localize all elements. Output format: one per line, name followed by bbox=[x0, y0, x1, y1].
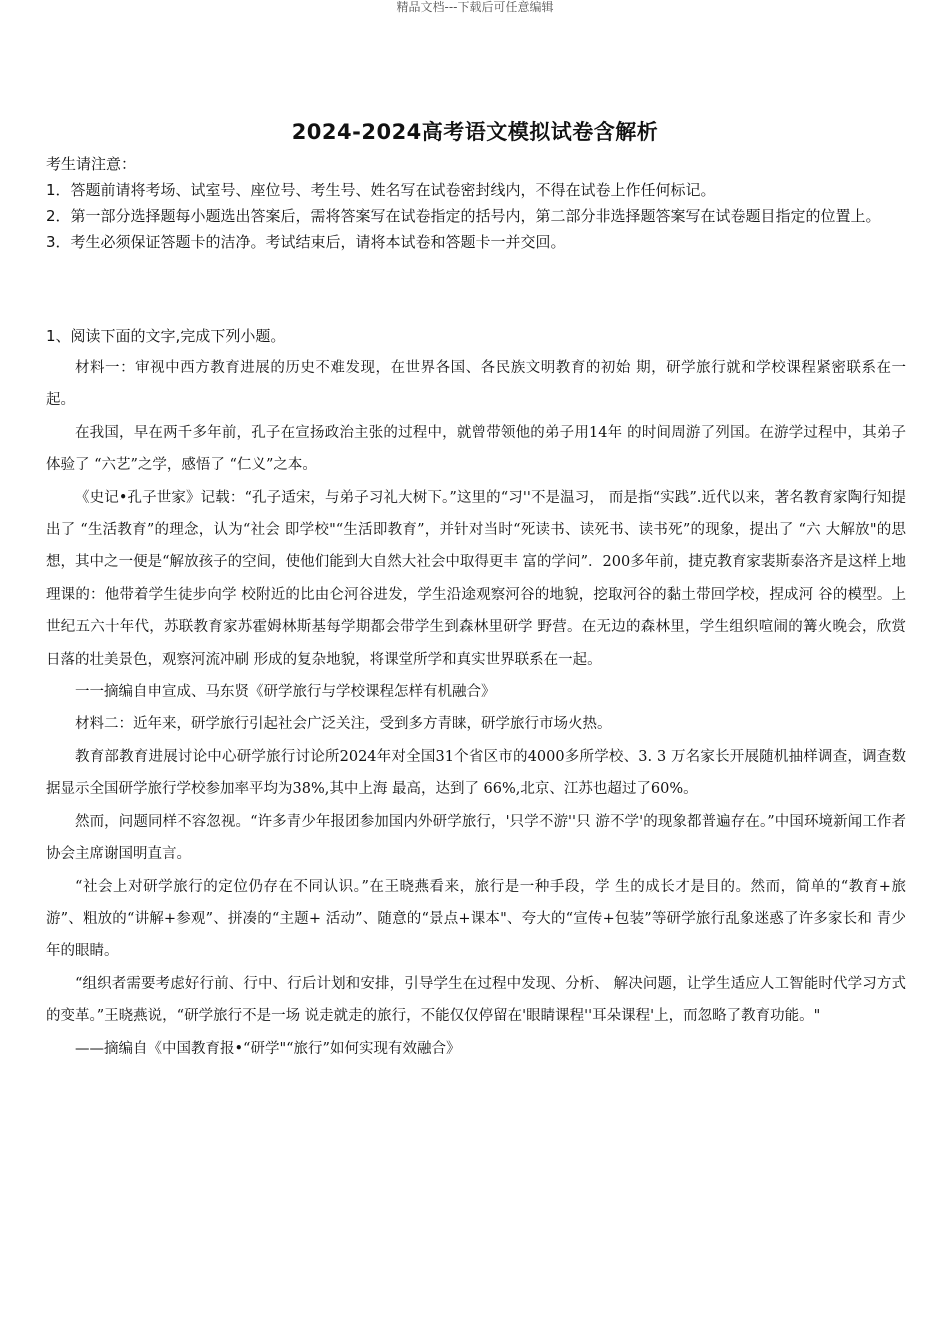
passage-paragraph: “组织者需要考虑好行前、行中、行后计划和安排，引导学生在过程中发现、分析、 解决问题，让学生适应人工智能时代学习方式的变革。”王晓燕说，“研学旅行不是一场 说走就走的旅行，不能仅仅停留在'眼睛课程''耳朵课程'上，而忽略了教育功能。" bbox=[46, 975, 906, 1025]
passage-paragraph: 然而，问题同样不容忽视。“许多青少年报团参加国内外研学旅行，'只学不游''只 游不学'的现象都普遍存在。”中国环境新闻工作者协会主席谢国明直言。 bbox=[46, 813, 906, 863]
passage-source: ——摘编自《中国教育报•“研学"“旅行”如何实现有效融合》 bbox=[75, 1040, 461, 1057]
passage-source: 一一摘编自申宣成、马东贤《研学旅行与学校课程怎样有机融合》 bbox=[75, 684, 496, 701]
question-stem: 1、阅读下面的文字,完成下列小题。 bbox=[46, 327, 286, 345]
passage-paragraph: 在我国，早在两千多年前，孔子在宣扬政治主张的过程中，就曾带领他的弟子用14年 的时间周游了列国。在游学过程中，其弟子体验了 “六艺”之学，感悟了 “仁义”之本。 bbox=[46, 424, 906, 474]
page-title: 2024-2024高考语文模拟试卷含解析 bbox=[291, 120, 659, 144]
passage-paragraph: “社会上对研学旅行的定位仍存在不同认识。”在王晓燕看来，旅行是一种手段，学 生的成长才是目的。然而，简单的“教育+旅游”、粗放的“讲解+参观”、拼凑的“主题+ 活动”、随意的“景点+课本"、夸大的“宣传+包装”等研学旅行乱象迷惑了许多家长和 青少年的眼睛。 bbox=[46, 878, 906, 960]
reading-passage bbox=[46, 352, 906, 1065]
passage-paragraph: 教育部教育进展讨论中心研学旅行讨论所2024年对全国31个省区市的4000多所学校、3. 3 万名家长开展随机抽样调查，调查数据显示全国研学旅行学校参加率平均为38%,其中上海 最高，达到了 66%,北京、江苏也超过了60%。 bbox=[46, 748, 906, 798]
passage-paragraph: 《史记•孔子世家》记载：“孔子适宋，与弟子习礼大树下。”这里的“习''不是温习， 而是指“实践”.近代以来，著名教育家陶行知提出了 “生活教育”的理念，认为“社会 即学校"“生活即教育”，并针对当时“死读书、读死书、读书死”的现象，提出了 “六 大解放"的思想，其中之一便是“解放孩子的空间，使他们能到大自然大社会中取得更丰 富的学问”．200多年前，捷克教育家裴斯泰洛齐是这样上地理课的：他带着学生徒步向学 校附近的比由仑河谷进发，学生沿途观察河谷的地貌，挖取河谷的黏土带回学校，捏成河 谷的模型。上世纪五六十年代，苏联教育家苏霍姆林斯基每学期都会带学生到森林里研学 野营。在无边的森林里，学生组织喧闹的篝火晚会，欣赏日落的壮美景色，观察河流冲刷 形成的复杂地貌，将课堂所学和真实世界联系在一起。 bbox=[46, 489, 906, 668]
passage-paragraph: 材料二：近年来，研学旅行引起社会广泛关注，受到多方青睐，研学旅行市场火热。 bbox=[75, 716, 612, 733]
notice-item-1: 1．答题前请将考场、试室号、座位号、考生号、姓名写在试卷密封线内，不得在试卷上作任何标记。 bbox=[46, 181, 716, 199]
notice-item-2: 2．第一部分选择题每小题选出答案后，需将答案写在试卷指定的括号内，第二部分非选择题答案写在试卷题目指定的位置上。 bbox=[46, 207, 881, 225]
notice-heading: 考生请注意： bbox=[46, 155, 137, 173]
notice-item-3: 3．考生必须保证答题卡的洁净。考试结束后，请将本试卷和答题卡一并交回。 bbox=[46, 233, 566, 251]
passage-paragraph: 材料一：审视中西方教育进展的历史不难发现，在世界各国、各民族文明教育的初始 期，研学旅行就和学校课程紧密联系在一起。 bbox=[46, 360, 906, 409]
notice-block bbox=[46, 151, 906, 255]
page-header: 精品文档---下载后可任意编辑 bbox=[396, 0, 554, 14]
